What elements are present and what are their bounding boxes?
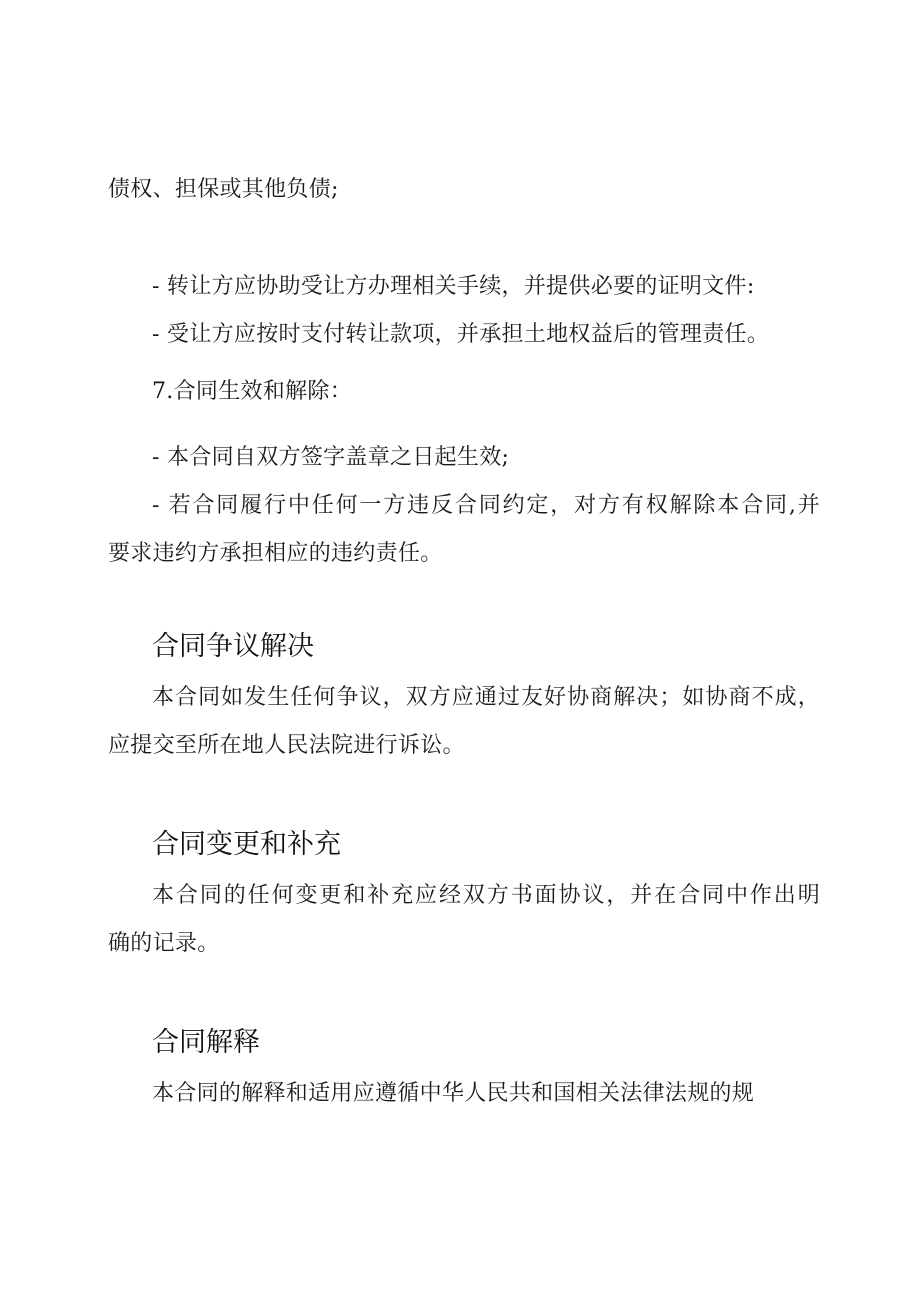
bullet-termination-line-1: - 若合同履行中任何一方违反合同约定，对方有权解除本合同,并 (152, 493, 820, 518)
clause-7-title: 7.合同生效和解除： (152, 379, 352, 404)
carry-over-line: 债权、担保或其他负债; (108, 177, 339, 202)
section-heading-dispute: 合同争议解决 (152, 631, 314, 662)
amendment-text-line-1: 本合同的任何变更和补充应经双方书面协议，并在合同中作出明 (152, 883, 820, 908)
bullet-payment-duty: - 受让方应按时支付转让款项，并承担土地权益后的管理责任。 (152, 322, 770, 347)
interpretation-text-line-1: 本合同的解释和适用应遵循中华人民共和国相关法律法规的规 (152, 1081, 755, 1106)
bullet-termination-line-2: 要求违约方承担相应的违约责任。 (108, 541, 443, 566)
dispute-text-line-1: 本合同如发生任何争议，双方应通过友好协商解决；如协商不成， (152, 685, 820, 710)
section-heading-amendment: 合同变更和补充 (152, 829, 341, 860)
bullet-assist-procedures: - 转让方应协助受让方办理相关手续，并提供必要的证明文件: (152, 274, 755, 299)
dispute-text-line-2: 应提交至所在地人民法院进行诉讼。 (108, 733, 465, 758)
section-heading-interpretation: 合同解释 (152, 1027, 260, 1058)
amendment-text-line-2: 确的记录。 (108, 931, 220, 956)
bullet-effective-date: - 本合同自双方签字盖章之日起生效; (152, 445, 510, 470)
